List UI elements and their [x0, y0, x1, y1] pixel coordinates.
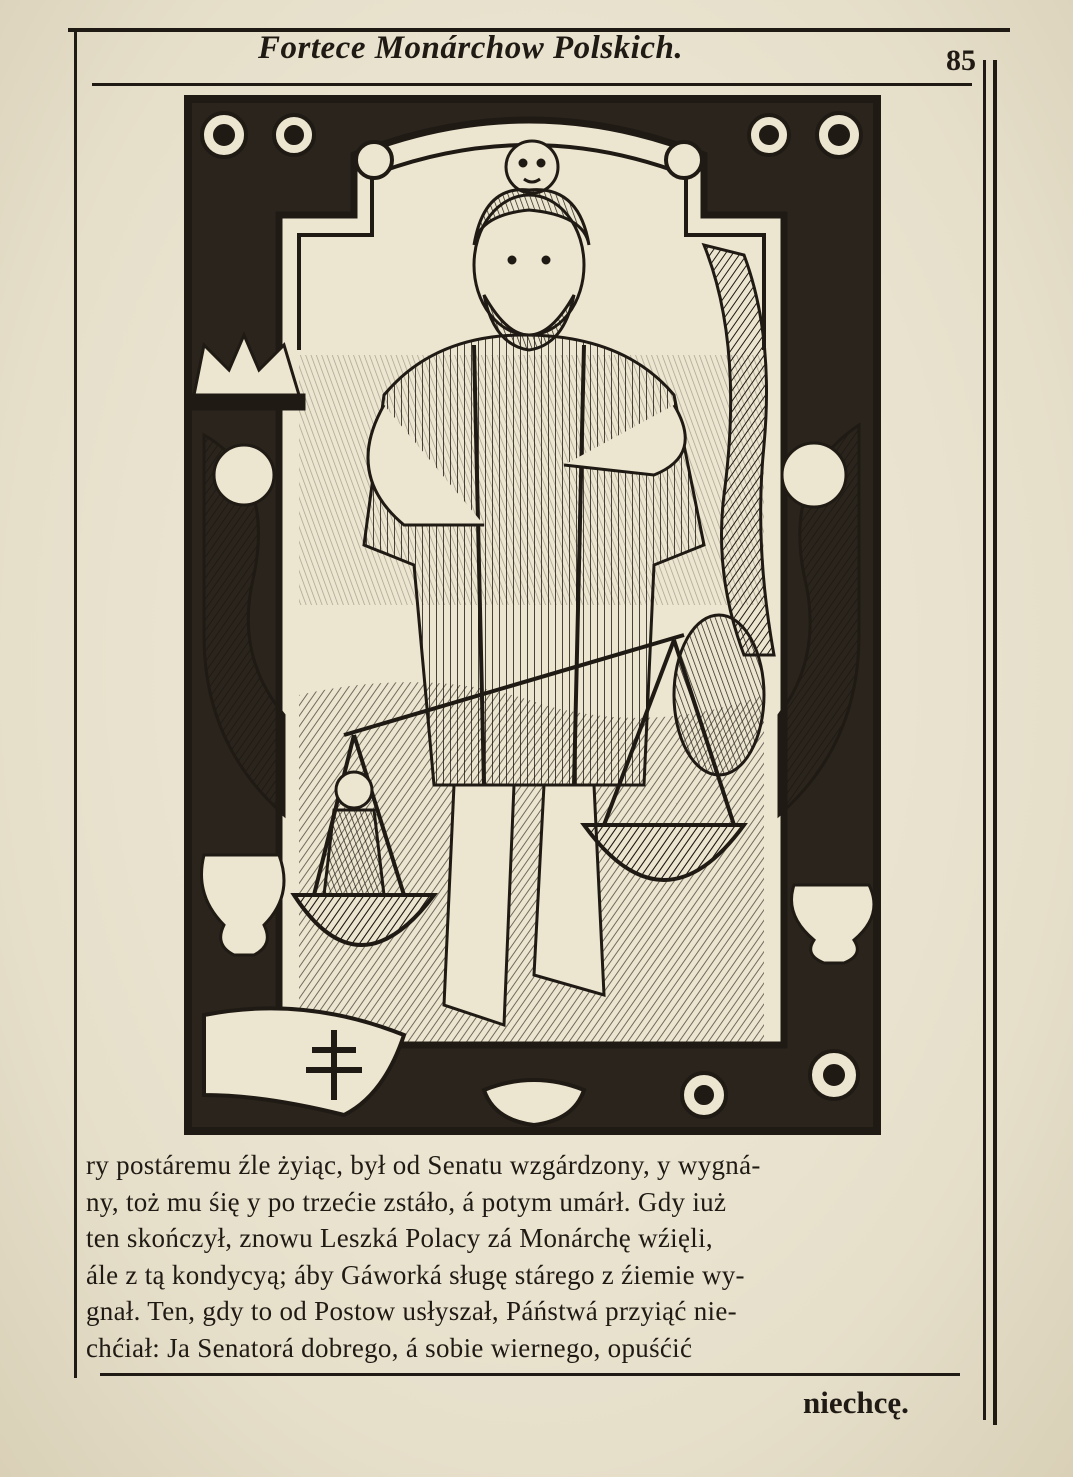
- woodcut-illustration: [184, 95, 881, 1135]
- running-title: Fortece Monárchow Polskich.: [258, 30, 684, 66]
- text-line: ny, toż mu śię y po trzećie zstáło, á potym umárł. Gdy iuż: [86, 1186, 727, 1217]
- catchword: niechcę.: [803, 1385, 909, 1420]
- cherub-head: [506, 141, 558, 193]
- header-under-rule: [92, 83, 972, 86]
- text-line: ten skończył, znowu Leszká Polacy zá Monárchę wźięli,: [86, 1223, 713, 1253]
- left-frame-rule: [74, 28, 77, 1378]
- body-text: [86, 1147, 991, 1366]
- text-line: ále z tą kondycyą; áby Gáworká sługę stárego z źiemie wy-: [86, 1259, 745, 1290]
- text-line: chćiał: Ja Senatorá dobrego, á sobie wiernego, opuśćić: [86, 1332, 693, 1363]
- bottom-rule: [100, 1373, 960, 1376]
- page-number: 85: [946, 44, 976, 77]
- text-line: ry postáremu źle żyiąc, był od Senatu wzgárdzony, y wygná-: [86, 1150, 761, 1180]
- text-line: gnał. Ten, gdy to od Postow usłyszał, Páństwá przyiąć nie-: [86, 1296, 737, 1326]
- right-frame-rule-outer: [993, 60, 997, 1425]
